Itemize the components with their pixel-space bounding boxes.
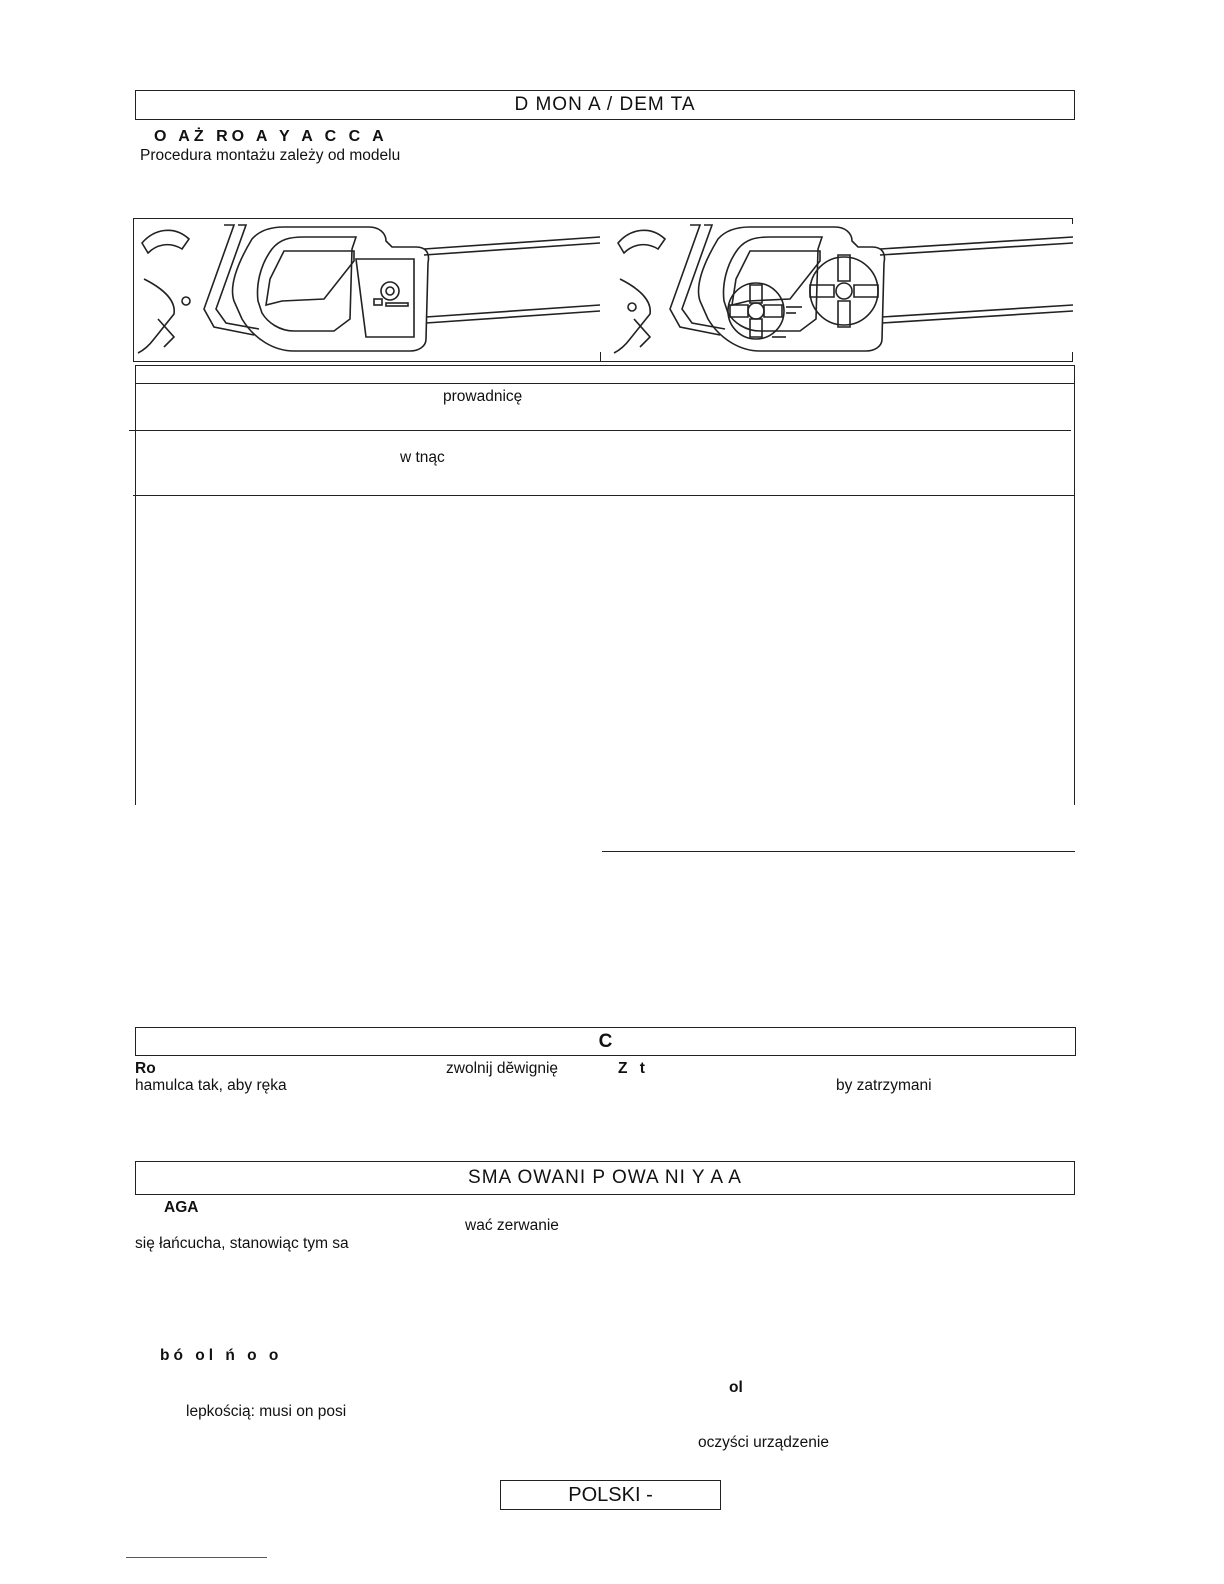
brake-line2-end: by zatrzymani xyxy=(836,1077,932,1094)
illustration-right-edge xyxy=(1072,218,1073,224)
illustration-divider-tick xyxy=(600,352,601,362)
illustration-edge-tick xyxy=(1072,352,1073,362)
step-text-guide-bar: prowadnicę xyxy=(443,388,523,405)
procedure-note: Procedura montażu zależy od modelu xyxy=(140,147,401,164)
section-title-assembly: D MON A / DEM TA xyxy=(514,94,696,115)
steps-table xyxy=(135,365,1075,805)
brake-line2-start: hamulca tak, aby ręka xyxy=(135,1077,287,1094)
section-header-assembly xyxy=(135,90,1075,120)
steps-header-rule xyxy=(135,383,1075,384)
language-label: POLSKI - xyxy=(568,1483,653,1506)
steps-row-divider-2 xyxy=(133,495,1075,496)
oil-viscosity-line: lepkością: musi on posi xyxy=(186,1403,347,1420)
section-title-chain-brake: C xyxy=(598,1030,613,1052)
section-header-chain-brake xyxy=(135,1027,1076,1056)
oil-mark: ol xyxy=(729,1379,743,1396)
footer-underline xyxy=(126,1557,267,1558)
brake-line1-end: Z t xyxy=(618,1060,649,1077)
chainsaw-illustration-model-b xyxy=(610,219,1073,361)
warning-text-line2: się łańcucha, stanowiąc tym sa xyxy=(135,1235,349,1252)
brake-line1-mid: zwolnij dĕwignię xyxy=(446,1060,559,1077)
section-title-lubrication: SMA OWANI P OWA NI Y A A xyxy=(468,1167,742,1188)
subheading-chain-install: O AŻ RO A Y A C C A xyxy=(154,128,388,145)
clean-device-line: oczyści urządzenie xyxy=(698,1434,829,1451)
oil-choice-heading: bó ol ń o o xyxy=(160,1347,283,1364)
warning-label: AGA xyxy=(164,1199,199,1216)
steps-row-divider-1 xyxy=(129,430,1071,431)
step-text-cutting: w tnąc xyxy=(400,449,445,466)
chainsaw-illustration-model-a xyxy=(134,219,600,361)
section-header-lubrication xyxy=(135,1161,1075,1195)
warning-text-mid: wać zerwanie xyxy=(465,1217,559,1234)
column-rule xyxy=(602,851,1075,852)
page-footer-language xyxy=(500,1480,721,1510)
brake-line1-start: Ro xyxy=(135,1060,156,1077)
